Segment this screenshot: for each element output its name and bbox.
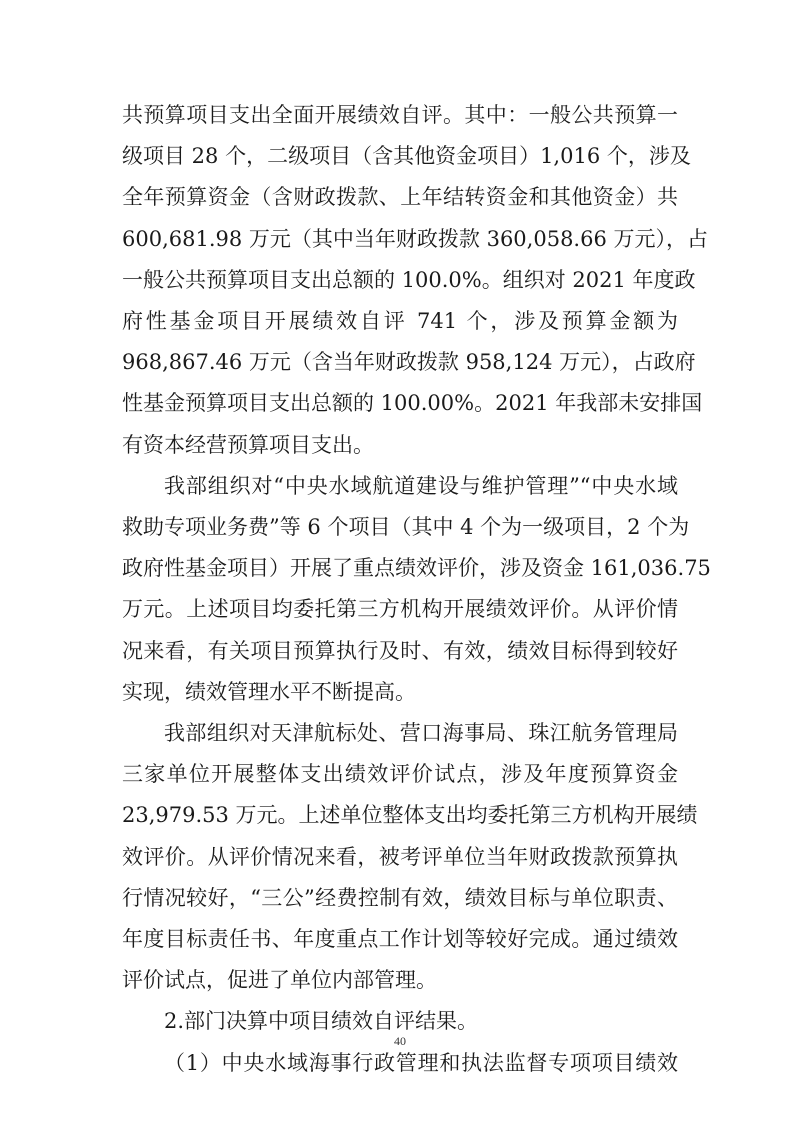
paragraph-line: 救助专项业务费”等 6 个项目（其中 4 个为一级项目，2 个为 bbox=[122, 515, 690, 539]
paragraph-line: 性基金预算项目支出总额的 100.00%。2021 年我部未安排国 bbox=[122, 391, 703, 415]
paragraph-line: 2.部门决算中项目绩效自评结果。 bbox=[164, 1009, 479, 1033]
paragraph-line: （1）中央水域海事行政管理和执法监督专项项目绩效 bbox=[164, 1051, 678, 1075]
paragraph-line: 效评价。从评价情况来看，被考评单位当年财政拨款预算执 bbox=[122, 845, 678, 869]
paragraph-line: 有资本经营预算项目支出。 bbox=[122, 433, 374, 457]
paragraph-line: 600,681.98 万元（其中当年财政拨款 360,058.66 万元），占 bbox=[122, 227, 708, 251]
paragraph-line: 级项目 28 个，二级项目（含其他资金项目）1,016 个，涉及 bbox=[122, 144, 691, 168]
paragraph-line: 政府性基金项目）开展了重点绩效评价，涉及资金 161,036.75 bbox=[122, 556, 711, 580]
paragraph-line: 评价试点，促进了单位内部管理。 bbox=[122, 968, 437, 992]
paragraph-line: 我部组织对“中央水域航道建设与维护管理”“中央水域 bbox=[164, 474, 678, 498]
paragraph-line: 我部组织对天津航标处、营口海事局、珠江航务管理局 bbox=[164, 721, 678, 745]
paragraph-line: 全年预算资金（含财政拨款、上年结转资金和其他资金）共 bbox=[122, 185, 678, 209]
paragraph-line: 共预算项目支出全面开展绩效自评。其中：一般公共预算一 bbox=[122, 103, 678, 127]
paragraph-line: 968,867.46 万元（含当年财政拨款 958,124 万元），占政府 bbox=[122, 350, 696, 374]
paragraph-line: 实现，绩效管理水平不断提高。 bbox=[122, 680, 416, 704]
paragraph-line: 府性基金项目开展绩效自评 741 个，涉及预算金额为 bbox=[122, 309, 678, 333]
paragraph-line: 三家单位开展整体支出绩效评价试点，涉及年度预算资金 bbox=[122, 762, 678, 786]
paragraph-line: 年度目标责任书、年度重点工作计划等较好完成。通过绩效 bbox=[122, 927, 678, 951]
paragraph-line: 23,979.53 万元。上述单位整体支出均委托第三方机构开展绩 bbox=[122, 803, 698, 827]
paragraph-line: 行情况较好，“三公”经费控制有效，绩效目标与单位职责、 bbox=[122, 886, 678, 910]
paragraph-line: 一般公共预算项目支出总额的 100.0%。组织对 2021 年度政 bbox=[122, 268, 696, 292]
paragraph-line: 况来看，有关项目预算执行及时、有效，绩效目标得到较好 bbox=[122, 639, 678, 663]
paragraph-line: 万元。上述项目均委托第三方机构开展绩效评价。从评价情 bbox=[122, 597, 678, 621]
page-number: 40 bbox=[394, 1034, 406, 1048]
